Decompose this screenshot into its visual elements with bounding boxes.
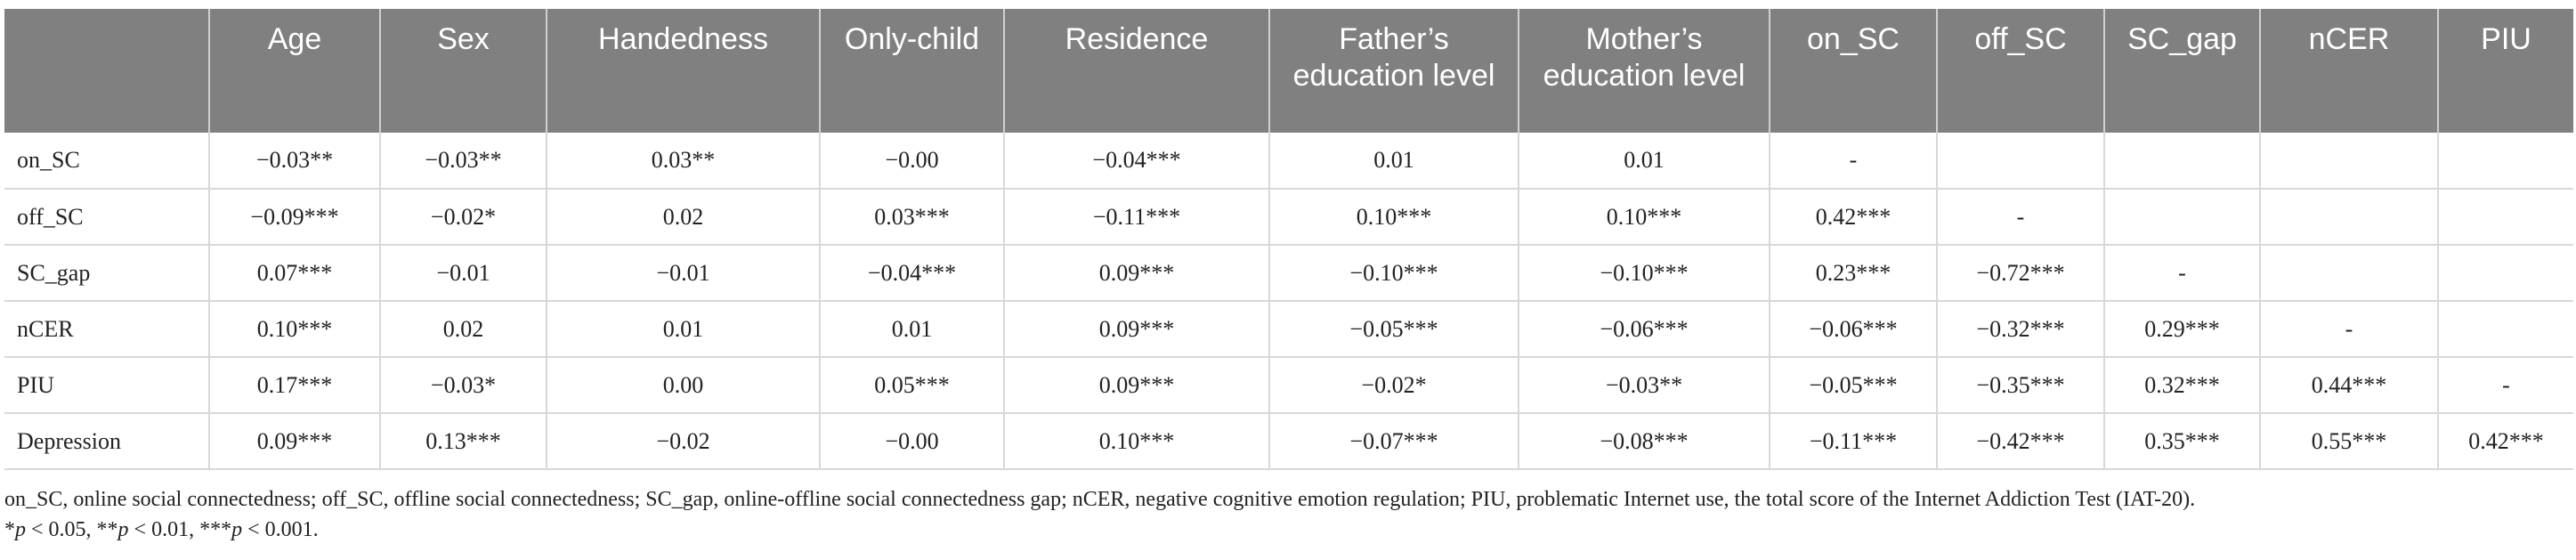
table-cell: 0.10***: [1004, 413, 1269, 469]
table-cell: −0.10***: [1519, 245, 1770, 301]
table-cell: −0.06***: [1519, 301, 1770, 357]
table-cell: 0.09***: [1004, 301, 1269, 357]
table-cell: -: [2104, 245, 2260, 301]
row-label: SC_gap: [4, 245, 209, 301]
table-cell: −0.09***: [209, 189, 380, 245]
correlation-table: [4, 9, 2573, 470]
table-cell: −0.01: [380, 245, 547, 301]
header-cell-empty: [4, 9, 209, 133]
table-cell: 0.00: [547, 357, 820, 413]
table-cell: 0.02: [547, 189, 820, 245]
table-cell: 0.05***: [820, 357, 1004, 413]
table-cell: 0.10***: [1519, 189, 1770, 245]
column-header: PIU: [2438, 9, 2573, 133]
table-cell: 0.01: [1269, 133, 1519, 189]
table-row: [4, 413, 2573, 469]
table-cell: −0.11***: [1004, 189, 1269, 245]
table-cell: 0.09***: [209, 413, 380, 469]
table-cell: 0.13***: [380, 413, 547, 469]
column-header: Residence: [1004, 9, 1269, 133]
table-cell: 0.07***: [209, 245, 380, 301]
table-cell: [1937, 133, 2104, 189]
table-cell: 0.17***: [209, 357, 380, 413]
table-cell: -: [1937, 189, 2104, 245]
sig1-p: p: [15, 518, 26, 541]
table-cell: 0.35***: [2104, 413, 2260, 469]
table-cell: −0.35***: [1937, 357, 2104, 413]
table-row: [4, 301, 2573, 357]
table-cell: −0.03*: [380, 357, 547, 413]
row-label: off_SC: [4, 189, 209, 245]
abbreviations-note: on_SC, online social connectedness; off_SC, offline social connectedness; SC_gap, online-offline social connectedness gap; nCER, negative cognitive emotion regulation; PIU, problematic Internet use, the total score of the Internet Addiction Test (IAT-20).: [4, 488, 2196, 511]
table-cell: −0.11***: [1770, 413, 1937, 469]
table-cell: −0.10***: [1269, 245, 1519, 301]
table-row: [4, 245, 2573, 301]
table-row: [4, 357, 2573, 413]
table-cell: −0.00: [820, 133, 1004, 189]
table-cell: −0.04***: [820, 245, 1004, 301]
sig3-p: p: [231, 518, 243, 541]
table-cell: −0.03**: [209, 133, 380, 189]
table-cell: −0.03**: [1519, 357, 1770, 413]
table-cell: 0.10***: [1269, 189, 1519, 245]
sig2-symbol: **: [96, 518, 118, 541]
sig2-p: p: [117, 518, 129, 541]
table-cell: 0.42***: [2438, 413, 2573, 469]
table-body: [4, 133, 2573, 469]
table-cell: 0.03**: [547, 133, 820, 189]
table-notes: [4, 484, 2568, 545]
column-header: nCER: [2260, 9, 2438, 133]
table-cell: 0.01: [1519, 133, 1770, 189]
table-cell: [2438, 189, 2573, 245]
table-cell: −0.02: [547, 413, 820, 469]
table-cell: [2260, 189, 2438, 245]
table-cell: −0.04***: [1004, 133, 1269, 189]
table-cell: -: [2438, 357, 2573, 413]
table-cell: −0.06***: [1770, 301, 1937, 357]
table-cell: 0.01: [547, 301, 820, 357]
row-label: on_SC: [4, 133, 209, 189]
sig2-rest: < 0.01,: [128, 518, 200, 541]
table-row: [4, 133, 2573, 189]
table-cell: 0.09***: [1004, 245, 1269, 301]
table-cell: -: [2260, 301, 2438, 357]
sig1-symbol: *: [4, 518, 15, 541]
table-cell: −0.32***: [1937, 301, 2104, 357]
table-cell: [2104, 189, 2260, 245]
sig3-rest: < 0.001.: [242, 518, 319, 541]
row-label: Depression: [4, 413, 209, 469]
table-cell: −0.02*: [1269, 357, 1519, 413]
significance-note: [4, 515, 2568, 545]
table-cell: 0.42***: [1770, 189, 1937, 245]
table-cell: 0.44***: [2260, 357, 2438, 413]
table-cell: −0.05***: [1770, 357, 1937, 413]
table-cell: −0.00: [820, 413, 1004, 469]
column-header: Sex: [380, 9, 547, 133]
table-cell: 0.03***: [820, 189, 1004, 245]
table-cell: [2260, 133, 2438, 189]
table-cell: −0.02*: [380, 189, 547, 245]
table-cell: [2438, 301, 2573, 357]
table-cell: [2104, 133, 2260, 189]
table-cell: [2438, 133, 2573, 189]
column-header: off_SC: [1937, 9, 2104, 133]
table-cell: 0.29***: [2104, 301, 2260, 357]
header-row: [4, 9, 2573, 133]
column-header: on_SC: [1770, 9, 1937, 133]
table-cell: 0.10***: [209, 301, 380, 357]
column-header: Only-child: [820, 9, 1004, 133]
table-row: [4, 189, 2573, 245]
table-cell: 0.02: [380, 301, 547, 357]
row-label: PIU: [4, 357, 209, 413]
sig3-symbol: ***: [199, 518, 232, 541]
table-cell: −0.03**: [380, 133, 547, 189]
table-cell: 0.01: [820, 301, 1004, 357]
table-cell: −0.08***: [1519, 413, 1770, 469]
column-header: Age: [209, 9, 380, 133]
table-cell: 0.32***: [2104, 357, 2260, 413]
column-header: Father’s education level: [1269, 9, 1519, 133]
table-cell: -: [1770, 133, 1937, 189]
table-cell: 0.55***: [2260, 413, 2438, 469]
table-cell: −0.07***: [1269, 413, 1519, 469]
correlation-table-container: [4, 9, 2573, 470]
row-label: nCER: [4, 301, 209, 357]
table-cell: −0.72***: [1937, 245, 2104, 301]
table-cell: −0.01: [547, 245, 820, 301]
column-header: Handedness: [547, 9, 820, 133]
table-cell: [2260, 245, 2438, 301]
column-header: Mother’s education level: [1519, 9, 1770, 133]
sig1-rest: < 0.05,: [26, 518, 97, 541]
table-cell: 0.09***: [1004, 357, 1269, 413]
table-cell: 0.23***: [1770, 245, 1937, 301]
table-cell: −0.05***: [1269, 301, 1519, 357]
column-header: SC_gap: [2104, 9, 2260, 133]
table-cell: −0.42***: [1937, 413, 2104, 469]
table-cell: [2438, 245, 2573, 301]
